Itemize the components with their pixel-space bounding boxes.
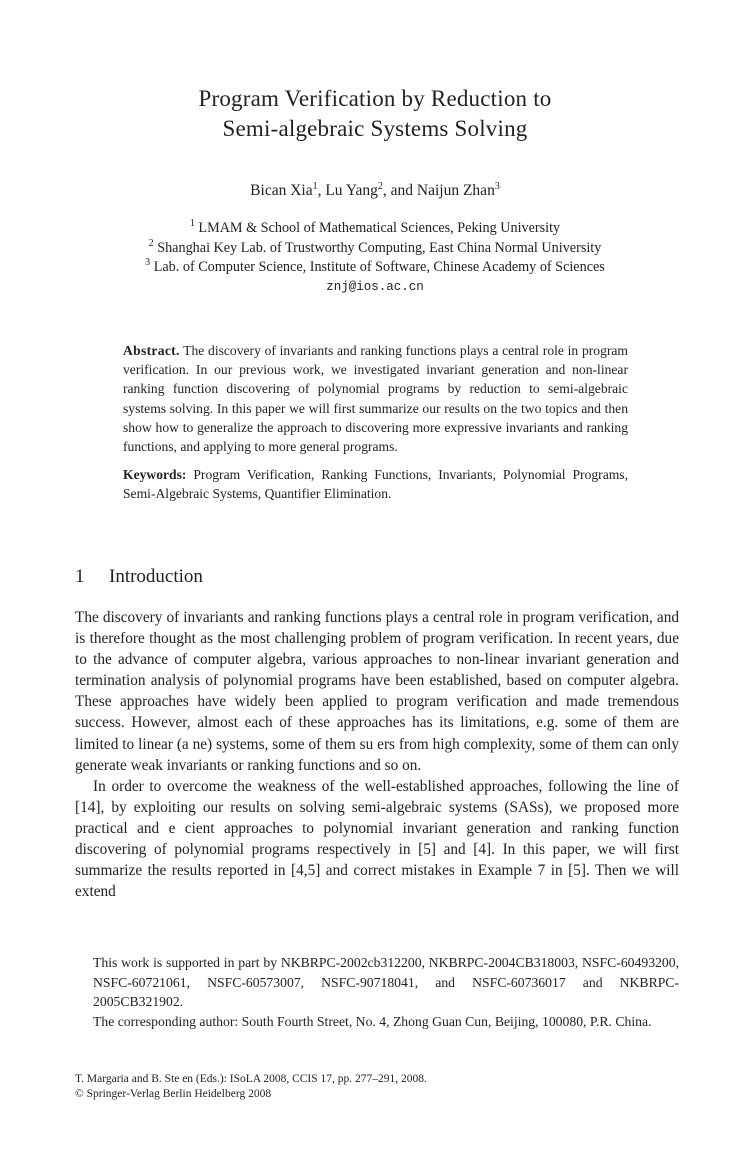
author-list bbox=[0, 181, 750, 201]
keywords-text: Program Verification, Ranking Functions, Invariants, Polynomial Programs, Semi-Algebraic Systems, Quantifier Elimination. bbox=[123, 467, 628, 502]
author-name: Bican Xia bbox=[250, 182, 313, 199]
section-heading bbox=[75, 564, 203, 590]
author-name: Lu Yang bbox=[325, 182, 378, 199]
affiliation-text: Lab. of Computer Science, Institute of Software, Chinese Academy of Sciences bbox=[153, 259, 605, 275]
affiliation-line bbox=[0, 239, 750, 259]
keywords bbox=[123, 465, 628, 503]
paper-title bbox=[0, 84, 750, 144]
affiliation-mark: 3 bbox=[145, 257, 151, 268]
publication-info bbox=[75, 1072, 427, 1102]
author-separator: , bbox=[317, 182, 326, 199]
copyright-line: © Springer-Verlag Berlin Heidelberg 2008 bbox=[75, 1088, 272, 1100]
affiliation-block bbox=[0, 219, 750, 297]
section-title: Introduction bbox=[109, 566, 203, 587]
abstract-label: Abstract. bbox=[123, 343, 180, 358]
author-affiliation-mark: 1 bbox=[312, 181, 318, 192]
body-paragraph: In order to overcome the weakness of the well-established approaches, following the line of [14], by exploiting our results on solving semi-algebraic systems (SASs), we proposed more practical and e cient approaches to polynomial invariant generation and ranking function discovering of polynomial programs respectively in [5] and [4]. In this paper, we will first summarize the results reported in [4,5] and correct mistakes in Example 7 in [5]. Then we will extend bbox=[75, 777, 679, 901]
contact-email: znj@ios.ac.cn bbox=[326, 279, 424, 294]
author-separator: , and bbox=[382, 182, 417, 199]
author-name: Naijun Zhan bbox=[416, 182, 495, 199]
body-text bbox=[75, 607, 679, 902]
footnote-funding: This work is supported in part by NKBRPC-2002cb312200, NKBRPC-2004CB318003, NSFC-60493200, NSFC-60721061, NSFC-60573007, NSFC-90718041, and NSFC-60736017 and NKBRPC-2005CB321902. bbox=[93, 955, 679, 1010]
footnote-corresponding-author: The corresponding author: South Fourth Street, No. 4, Zhong Guan Cun, Beijing, 100080, P.R. China. bbox=[93, 1013, 652, 1029]
citation-line: T. Margaria and B. Ste en (Eds.): ISoLA 2008, CCIS 17, pp. 277–291, 2008. bbox=[75, 1073, 427, 1085]
keywords-label: Keywords: bbox=[123, 467, 187, 483]
author-affiliation-mark: 3 bbox=[494, 181, 500, 192]
affiliation-mark: 1 bbox=[189, 218, 195, 229]
abstract-text: The discovery of invariants and ranking functions plays a central role in program verification. In our previous work, we investigated invariant generation and non-linear ranking function discovering of polynomial programs by reduction to semi-algebraic systems solving. In this paper we will first summarize our results on the two topics and then show how to generalize the approach to discovering more expressive invariants and ranking functions, and applying to more general programs. bbox=[123, 343, 628, 455]
abstract-block bbox=[123, 341, 628, 504]
title-line-2: Semi-algebraic Systems Solving bbox=[222, 116, 528, 141]
title-line-1: Program Verification by Reduction to bbox=[198, 86, 552, 111]
affiliation-text: Shanghai Key Lab. of Trustworthy Computing, East China Normal University bbox=[157, 239, 602, 256]
body-paragraph: The discovery of invariants and ranking functions plays a central role in program verification, and is therefore thought as the most challenging problem of program verification. In recent years, due to the advance of computer algebra, various approaches to non-linear invariant generation and termination analysis of polynomial programs have been established, based on computer algebra. These approaches have widely been applied to program verification and made tremendous success. However, almost each of these approaches has its limitations, e.g. some of them are limited to linear (a ne) systems, some of them su ers from high complexity, some of them can only generate weak invariants or ranking functions and so on. bbox=[75, 609, 679, 774]
abstract bbox=[123, 341, 628, 456]
footnotes bbox=[93, 953, 679, 1031]
section-number: 1 bbox=[75, 566, 85, 587]
author-affiliation-mark: 2 bbox=[377, 181, 383, 192]
affiliation-line bbox=[0, 258, 750, 278]
affiliation-mark: 2 bbox=[148, 237, 154, 249]
affiliation-line bbox=[0, 219, 750, 239]
affiliation-text: LMAM & School of Mathematical Sciences, Peking University bbox=[198, 220, 561, 236]
